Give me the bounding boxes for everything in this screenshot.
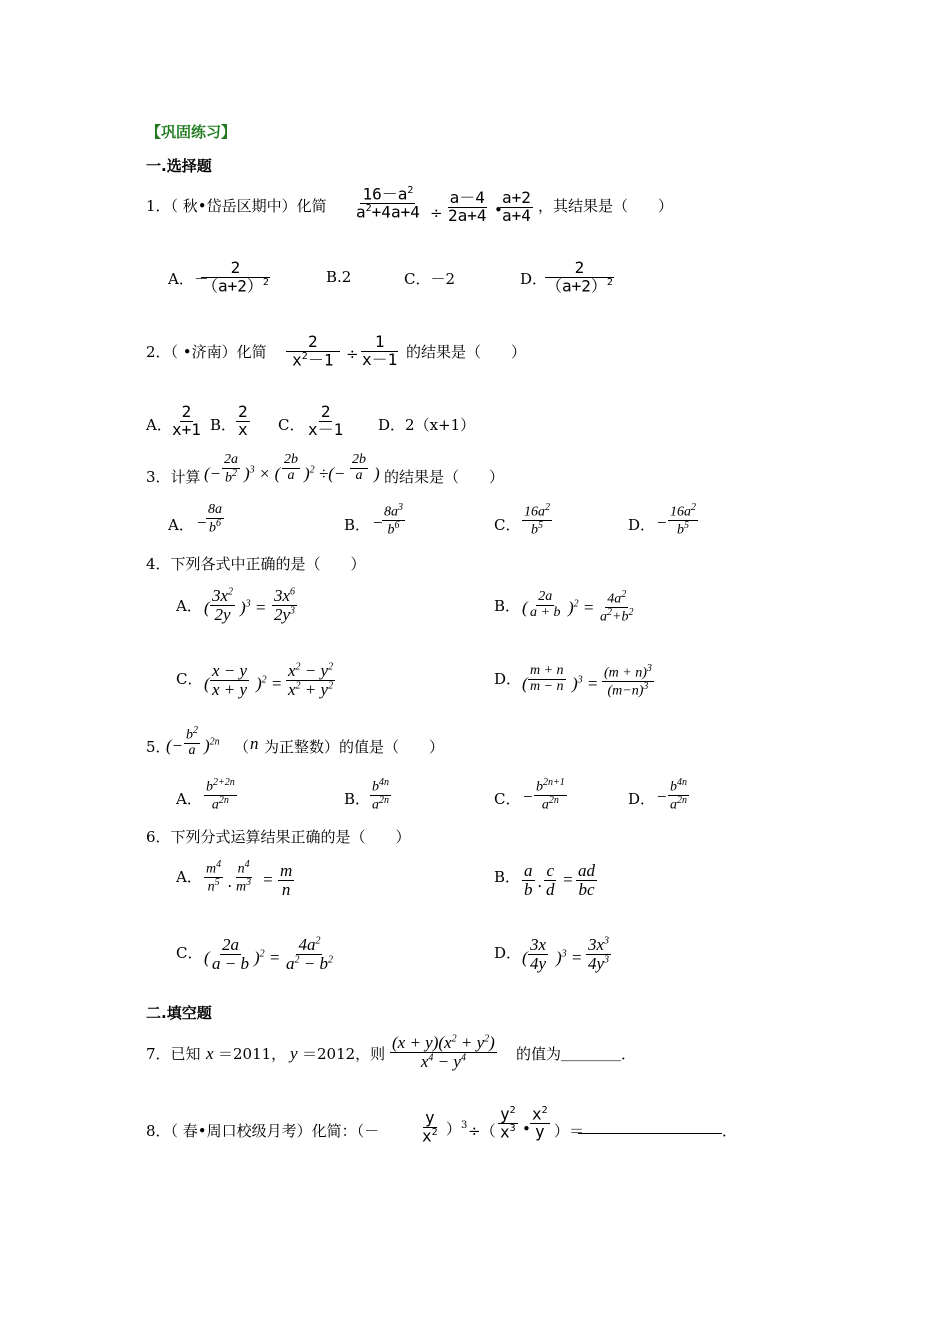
q7-fraction: $\frac{(x + y)(x^2 + y^2)}{x^4 - y^4}$ (392, 1033, 495, 1071)
q6-stem: 6．下列分式运算结果正确的是（ ） (146, 828, 411, 846)
q4-a-lparen: ( (204, 598, 210, 617)
q6-c-frac-1: $\frac{2a}{a - b}$ (212, 935, 249, 973)
q5-option-b-fraction: $\frac{b^{4n}}{a^{2n}}$ (372, 777, 389, 813)
q3-term-2: $\frac{2b}{a}$ (284, 452, 298, 483)
q8-answer-blank[interactable] (578, 1120, 722, 1138)
q5-exponent: )$^{2n}$ (204, 736, 220, 755)
q4-c-lparen: ( (204, 674, 210, 693)
q2-option-b: B． (210, 416, 237, 434)
q2-option-a-fraction: $\frac{2}{x+1}$ (172, 402, 201, 439)
q3-option-a-fraction: $\frac{8a}{b^6}$ (208, 502, 222, 536)
q4-option-b: B． (494, 597, 521, 615)
q8-close: ）＝ (554, 1122, 585, 1140)
q3-option-d: D． (628, 516, 656, 534)
q8-frac-2: $\frac{y^2}{x^3}$ (500, 1104, 516, 1142)
q5-option-b: B． (344, 790, 371, 808)
q1-option-a: A．－ (168, 270, 209, 288)
q6-c-lparen: ( (204, 948, 210, 967)
q5-tail-2: 为正整数）的值是（ ） (264, 738, 445, 756)
divide-sign: ÷ (346, 345, 359, 363)
q4-b-lparen: ( (522, 598, 528, 617)
q1-option-a-fraction: $\frac{2}{(a+2)^2}$ (202, 258, 269, 296)
q3-option-b-sign: − (372, 513, 384, 532)
q1-option-c: C．－2 (404, 270, 456, 288)
q3-option-c-fraction: $\frac{16a^2}{b^5}$ (524, 502, 550, 538)
q4-b-frac-2: $\frac{4a^2}{a^2+b^2}$ (600, 589, 634, 625)
q5-option-d-fraction: $\frac{b^{4n}}{a^{2n}}$ (670, 777, 687, 813)
q5-option-c: C． (494, 790, 521, 808)
q3-tail: 的结果是（ ） (384, 468, 505, 486)
q2-option-a: A． (146, 416, 172, 434)
q2-tail: 的结果是（ ） (406, 343, 527, 361)
q3-option-d-sign: − (656, 513, 668, 532)
q1-tail: ，其结果是（ ） (538, 197, 674, 215)
q3-option-b-fraction: $\frac{8a^3}{b^6}$ (384, 502, 403, 538)
q4-d-frac-2: $\frac{(m + n)^3}{(m-n)^3}$ (604, 663, 652, 699)
q5-option-c-fraction: $\frac{b^{2n+1}}{a^{2n}}$ (536, 777, 565, 813)
q5-tail-1: （ (234, 738, 250, 756)
q3-close: ) (374, 464, 380, 483)
part2-title: 二.填空题 (146, 1004, 212, 1022)
q8-divide: ÷（ (468, 1122, 496, 1140)
q7-y-var: y (290, 1044, 298, 1063)
q5-label: 5． (146, 738, 171, 756)
q3-op-1: )$^3$ × ( (244, 464, 281, 483)
q4-option-c: C． (176, 670, 203, 688)
q3-option-c: C． (494, 516, 521, 534)
q3-op-2: )$^2$ ÷(− (304, 464, 346, 483)
q2-fraction-2: $\frac{1}{x-1}$ (362, 332, 398, 369)
q3-option-d-fraction: $\frac{16a^2}{b^5}$ (670, 502, 696, 538)
q6-a-dot: . (228, 872, 233, 891)
divide-sign: ÷ (430, 204, 443, 222)
section-header: 【巩固练习】 (146, 123, 237, 141)
q4-b-frac-1: $\frac{2a}{a + b}$ (530, 589, 561, 620)
q4-c-eq: )$^2$ = (256, 674, 283, 693)
q3-option-b: B． (344, 516, 371, 534)
q6-a-frac-1: $\frac{m^4}{n^5}$ (206, 859, 222, 895)
q3-stem: 3．计算 (146, 468, 201, 486)
q6-d-eq: )$^3$ = (556, 948, 583, 967)
q6-b-eq: = (562, 870, 574, 889)
q1-stem: 1．（ 秋•岱岳区期中）化简 (146, 197, 327, 215)
q8-dot: • (522, 1120, 531, 1138)
q4-c-frac-2: $\frac{x^2 - y^2}{x^2 + y^2}$ (288, 661, 334, 699)
q3-option-a: A． (168, 516, 194, 534)
q2-option-c: C． (278, 416, 305, 434)
q5-option-a: A． (176, 790, 202, 808)
q6-b-dot: . (538, 872, 543, 891)
q6-a-eq: = (262, 870, 274, 889)
q6-b-frac-1: $\frac{a}{b}$ (524, 861, 533, 899)
multiply-dot: • (494, 201, 503, 219)
q8-close-paren: ） (446, 1120, 462, 1138)
q1-fraction-3: $\frac{a+2}{a+4}$ (502, 188, 531, 225)
q6-c-eq: )$^2$ = (254, 948, 281, 967)
q4-a-frac-2: $\frac{3x^6}{2y^3}$ (274, 586, 296, 624)
q1-fraction-2: $\frac{a-4}{2a+4}$ (448, 188, 487, 225)
q6-a-result: $\frac{m}{n}$ (280, 861, 293, 899)
q4-d-eq: )$^3$ = (572, 674, 599, 693)
q3-term-3: $\frac{2b}{a}$ (352, 452, 366, 483)
q6-d-frac-1: $\frac{3x}{4y}$ (530, 935, 547, 973)
q5-n-variable: n (250, 734, 259, 753)
q6-option-a: A． (176, 868, 202, 886)
q6-b-result: $\frac{ad}{bc}$ (578, 861, 595, 899)
q5-fraction: $\frac{b^2}{a}$ (186, 725, 198, 759)
q6-b-frac-2: $\frac{c}{d}$ (546, 861, 555, 899)
q4-c-frac-1: $\frac{x - y}{x + y}$ (212, 661, 248, 699)
q2-option-d: D．2（x+1） (378, 416, 476, 434)
q6-option-b: B． (494, 868, 521, 886)
q1-option-d-fraction: $\frac{2}{(a+2)^2}$ (546, 258, 613, 296)
q3-term-1: $\frac{2a}{b^2}$ (224, 452, 238, 486)
q6-option-c: C． (176, 944, 203, 962)
q4-option-a: A． (176, 597, 202, 615)
q4-option-d: D． (494, 670, 522, 688)
q6-d-result: $\frac{3x^3}{4y^3}$ (588, 935, 610, 973)
q6-a-frac-2: $\frac{n^4}{m^3}$ (236, 859, 252, 895)
q7-stem: 7．已知 (146, 1045, 201, 1063)
q7-tail: 的值为＿＿＿＿． (516, 1045, 637, 1063)
q5-option-c-sign: − (522, 787, 534, 806)
q4-b-eq: )$^2$ = (568, 598, 595, 617)
q8-stem: 8．（ 春•周口校级月考）化简：（－ (146, 1122, 380, 1140)
q3-expression: (− (204, 464, 222, 483)
q2-option-b-fraction: $\frac{2}{x}$ (238, 402, 248, 439)
q1-fraction-1: $\frac{16-a^2}{a^2+4a+4}$ (356, 184, 420, 222)
q5-lparen: (− (166, 736, 184, 755)
q6-option-d: D． (494, 944, 522, 962)
q8-frac-1: $\frac{y}{x^2}$ (422, 1108, 438, 1146)
q1-option-b: B.2 (326, 268, 352, 286)
q8-cube: ）$^3$ (446, 1120, 468, 1138)
q4-a-frac-1: $\frac{3x^2}{2y}$ (212, 586, 234, 624)
q5-option-a-fraction: $\frac{b^{2+2n}}{a^{2n}}$ (206, 777, 235, 813)
part1-title: 一.选择题 (146, 157, 212, 175)
q3-option-a-sign: − (196, 513, 208, 532)
q7-x-value: ＝2011， (218, 1045, 287, 1063)
q1-option-d: D． (520, 270, 548, 288)
q8-end: ． (722, 1122, 738, 1140)
q4-d-frac-1: $\frac{m + n}{m - n}$ (530, 663, 564, 694)
q7-x-var: x (206, 1044, 214, 1063)
q5-option-d: D． (628, 790, 656, 808)
q2-fraction-1: $\frac{2}{x^2-1}$ (286, 334, 340, 369)
q6-c-result: $\frac{4a^2}{a^2 - b^2}$ (286, 935, 333, 973)
q4-a-eq: )$^3$ = (240, 598, 267, 617)
q4-stem: 4．下列各式中正确的是（ ） (146, 555, 366, 573)
q5-option-d-sign: − (656, 787, 668, 806)
q2-stem: 2．（ •济南）化简 (146, 343, 267, 361)
q6-d-lparen: ( (522, 948, 528, 967)
q7-y-value: ＝2012，则 (302, 1045, 386, 1063)
q2-option-c-fraction: $\frac{2}{x-1}$ (308, 402, 344, 439)
q4-d-lparen: ( (522, 674, 528, 693)
q8-frac-3: $\frac{x^2}{y}$ (532, 1104, 548, 1142)
